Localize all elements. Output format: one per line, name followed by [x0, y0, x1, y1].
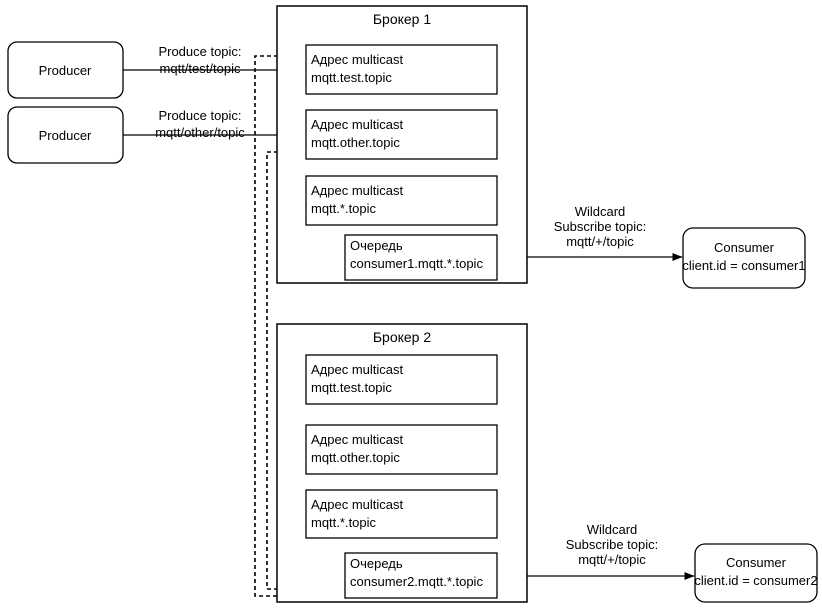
- produce-label1-line1: Produce topic:: [158, 44, 242, 59]
- producer1-label: Producer: [38, 63, 92, 78]
- b2-queue-line1: Очередь: [350, 556, 403, 571]
- subscribe-label1-line1: Wildcard: [574, 204, 626, 219]
- broker1-title: Брокер 1: [372, 11, 432, 27]
- consumer2-line1: Consumer: [726, 555, 786, 570]
- b1-address-test-line1: Адрес multicast: [311, 52, 404, 67]
- subscribe-label1-line3: mqtt/+/topic: [566, 234, 634, 249]
- produce-label1-line2: mqtt/test/topic: [159, 61, 241, 76]
- subscribe-label2-line3: mqtt/+/topic: [578, 552, 646, 567]
- b2-address-test-line1: Адрес multicast: [311, 362, 404, 377]
- b1-queue-line2: consumer1.mqtt.*.topic: [350, 256, 483, 271]
- b2-queue-line2: consumer2.mqtt.*.topic: [350, 574, 483, 589]
- b2-address-wildcard-line1: Адрес multicast: [311, 497, 404, 512]
- consumer1-line1: Consumer: [714, 240, 774, 255]
- b2-address-other-line2: mqtt.other.topic: [311, 450, 400, 465]
- b1-address-wildcard-line1: Адрес multicast: [311, 183, 404, 198]
- broker2-title: Брокер 2: [372, 329, 432, 345]
- produce-label2-line2: mqtt/other/topic: [155, 125, 245, 140]
- b2-address-other-line1: Адрес multicast: [311, 432, 404, 447]
- producer2-label: Producer: [38, 128, 92, 143]
- subscribe-label2-line1: Wildcard: [586, 522, 638, 537]
- subscribe-label2-line2: Subscribe topic:: [565, 537, 659, 552]
- produce-label2-line1: Produce topic:: [158, 108, 242, 123]
- subscribe-label1-line2: Subscribe topic:: [553, 219, 647, 234]
- b1-address-test-line2: mqtt.test.topic: [311, 70, 392, 85]
- b1-address-wildcard-line2: mqtt.*.topic: [311, 201, 377, 216]
- b2-address-wildcard-line2: mqtt.*.topic: [311, 515, 377, 530]
- consumer2-line2: client.id = consumer2: [694, 573, 818, 588]
- b1-queue-line1: Очередь: [350, 238, 403, 253]
- b2-address-test-line2: mqtt.test.topic: [311, 380, 392, 395]
- b1-address-other-line1: Адрес multicast: [311, 117, 404, 132]
- b1-address-other-line2: mqtt.other.topic: [311, 135, 400, 150]
- consumer1-line2: client.id = consumer1: [682, 258, 806, 273]
